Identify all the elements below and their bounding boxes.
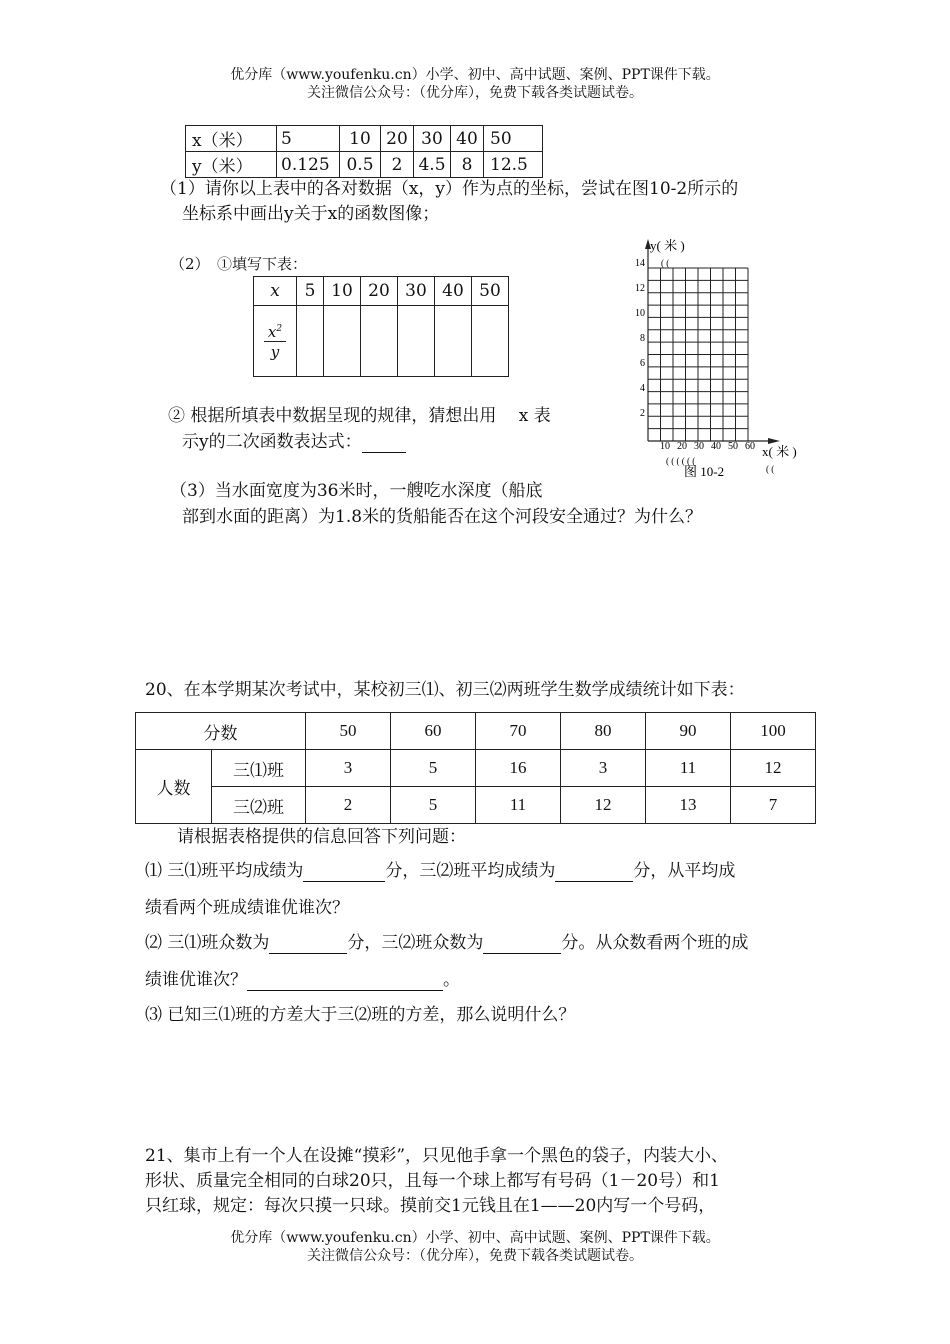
class-label: 三⑴班 xyxy=(212,750,306,787)
x-tick-label: 40 xyxy=(711,441,721,452)
xy-data-table xyxy=(185,125,543,178)
table-cell: 30 xyxy=(398,277,435,306)
table-header-cell: 100 xyxy=(731,713,816,750)
x-tick-label: 10 xyxy=(660,441,670,452)
table-cell: 5 xyxy=(391,750,476,787)
fraction-cell xyxy=(254,306,297,377)
score-header: 分数 xyxy=(136,713,306,750)
answer-cell[interactable] xyxy=(324,306,361,377)
answer-cell[interactable] xyxy=(361,306,398,377)
table-cell: 20 xyxy=(361,277,398,306)
answer-cell[interactable] xyxy=(398,306,435,377)
y-tick-label: 6 xyxy=(640,358,645,369)
table-row xyxy=(136,750,816,787)
q20-q2-text-a: ⑵ 三⑴班众数为 xyxy=(145,933,270,953)
q21-line3: 只红球，规定：每次只摸一只球。摸前交1元钱且在1——20内写一个号码， xyxy=(145,1196,716,1216)
q20-prompt: 请根据表格提供的信息回答下列问题： xyxy=(177,827,466,847)
footer-line-2: 关注微信公众号：（优分库），免费下载各类试题试卷。 xyxy=(307,1248,643,1264)
figure-caption: 图 10-2 xyxy=(684,464,725,479)
table-cell: 5 xyxy=(391,787,476,824)
fraction-denominator: y xyxy=(270,343,280,361)
footer-line-1: 优分库（www.youfenku.cn）小学、初中、高中试题、案例、PPT课件下载。 xyxy=(230,1230,720,1246)
header-line-1: 优分库（www.youfenku.cn）小学、初中、高中试题、案例、PPT课件下载。 xyxy=(230,67,720,83)
table-cell: 13 xyxy=(646,787,731,824)
table-header-cell: 90 xyxy=(646,713,731,750)
table-cell: 5 xyxy=(277,126,340,152)
table-cell: 3 xyxy=(306,750,391,787)
table-cell: 11 xyxy=(646,750,731,787)
answer-cell[interactable] xyxy=(435,306,472,377)
stray-mark: ( ( xyxy=(661,258,670,268)
answer-blank[interactable] xyxy=(483,936,561,954)
table-header-cell: 80 xyxy=(561,713,646,750)
count-header: 人数 xyxy=(136,750,212,824)
y-tick-label: 8 xyxy=(640,333,645,344)
table-cell: 40 xyxy=(435,277,472,306)
q20-q1-line1 xyxy=(145,860,735,882)
q20-q2-text-d: 绩谁优谁次？ xyxy=(145,970,247,990)
table-cell: 0.125 xyxy=(277,152,340,178)
table-cell: 16 xyxy=(476,750,561,787)
q19-part2-label: （2） ①填写下表： xyxy=(170,255,308,273)
table-header-cell: 50 xyxy=(306,713,391,750)
q20-q2-text-e: 。 xyxy=(443,970,460,990)
q19-part3-line1: （3）当水面宽度为36米时，一艘吃水深度（船底 xyxy=(170,481,543,501)
table-cell: 10 xyxy=(324,277,361,306)
x-tick-label: 60 xyxy=(745,441,755,452)
table-cell: 3 xyxy=(561,750,646,787)
answer-cell[interactable] xyxy=(472,306,509,377)
q20-q1-text-b: 分，三⑵班平均成绩为 xyxy=(385,861,556,881)
x-squared-over-y-fraction xyxy=(264,320,286,362)
score-stats-table xyxy=(135,712,816,824)
fraction-numerator: x xyxy=(267,323,277,341)
table-row xyxy=(186,126,543,152)
y-tick-label: 4 xyxy=(640,383,645,394)
class-label: 三⑵班 xyxy=(212,787,306,824)
q20-q1-text-c: 分，从平均成 xyxy=(633,861,736,881)
answer-blank[interactable] xyxy=(269,936,347,954)
q20-intro: 20、在本学期某次考试中，某校初三⑴、初三⑵两班学生数学成绩统计如下表： xyxy=(145,680,745,700)
table-cell: 11 xyxy=(476,787,561,824)
table-row xyxy=(136,787,816,824)
table-header-cell: 60 xyxy=(391,713,476,750)
table-cell: 40 xyxy=(451,126,484,152)
answer-blank[interactable] xyxy=(555,864,633,882)
table-row xyxy=(186,152,543,178)
q19-part1-line1: （1）请你以上表中的各对数据（x，y）作为点的坐标，尝试在图10-2所示的 xyxy=(160,179,739,199)
row-header-y: y（米） xyxy=(186,152,277,178)
answer-blank[interactable] xyxy=(303,864,385,882)
y-tick-label: 14 xyxy=(635,258,645,269)
table-cell: 8 xyxy=(451,152,484,178)
q20-q2-text-c: 分。从众数看两个班的成 xyxy=(561,933,749,953)
q20-q1-line2: 绩看两个班成绩谁优谁次？ xyxy=(145,898,349,918)
x-tick-label: 50 xyxy=(728,441,738,452)
table-cell: 20 xyxy=(381,126,414,152)
q21-line1: 21、集市上有一个人在设摊“摸彩”，只见他手拿一个黑色的袋子，内装大小、 xyxy=(145,1146,729,1166)
table-cell: 30 xyxy=(414,126,451,152)
table-cell: 5 xyxy=(297,277,324,306)
table-header-cell: 70 xyxy=(476,713,561,750)
table-cell: 7 xyxy=(731,787,816,824)
q19-part2b-line2-wrap xyxy=(182,431,406,453)
q20-q3: ⑶ 已知三⑴班的方差大于三⑵班的方差，那么说明什么？ xyxy=(145,1005,576,1025)
stray-mark: ( ( xyxy=(766,464,775,474)
header-line-2: 关注微信公众号：（优分库），免费下载各类试题试卷。 xyxy=(307,85,643,101)
y-tick-label: 10 xyxy=(635,308,645,319)
y-axis-label: y( 米 ) xyxy=(650,238,685,253)
fraction-exponent: 2 xyxy=(276,324,283,334)
answer-cell[interactable] xyxy=(297,306,324,377)
table-row xyxy=(254,277,509,306)
row-header-x: x（米） xyxy=(186,126,277,152)
fill-in-table xyxy=(253,276,509,377)
table-cell: 4.5 xyxy=(414,152,451,178)
answer-blank[interactable] xyxy=(362,435,406,453)
table-cell: 12.5 xyxy=(484,152,543,178)
q20-q2-text-b: 分，三⑵班众数为 xyxy=(347,933,484,953)
table-row xyxy=(136,713,816,750)
coordinate-grid-figure xyxy=(628,235,808,485)
y-tick-label: 2 xyxy=(640,408,645,419)
q20-q2-line1 xyxy=(145,932,748,954)
table-cell: 0.5 xyxy=(340,152,381,178)
q19-part3-line2: 部到水面的距离）为1.8米的货船能否在这个河段安全通过？为什么？ xyxy=(182,507,703,527)
x-tick-label: 20 xyxy=(677,441,687,452)
y-tick-label: 12 xyxy=(635,283,645,294)
table-cell: 10 xyxy=(340,126,381,152)
q19-part1-line2: 坐标系中画出y关于x的函数图像； xyxy=(182,204,440,224)
q19-part2b-line2: 示y的二次函数表达式： xyxy=(182,432,362,452)
q20-q2-line2 xyxy=(145,969,460,991)
answer-blank[interactable] xyxy=(247,973,443,991)
table-cell: 2 xyxy=(306,787,391,824)
x-tick-label: 30 xyxy=(694,441,704,452)
table-cell: 50 xyxy=(484,126,543,152)
table-row xyxy=(254,306,509,377)
q20-q1-text-a: ⑴ 三⑴班平均成绩为 xyxy=(145,861,304,881)
table-cell: 12 xyxy=(561,787,646,824)
q21-line2: 形状、质量完全相同的白球20只，且每一个球上都写有号码（1－20号）和1 xyxy=(145,1171,720,1191)
table-cell: 2 xyxy=(381,152,414,178)
table-header-x: x xyxy=(254,277,297,306)
table-cell: 12 xyxy=(731,750,816,787)
q19-part2b-line1: ② 根据所填表中数据呈现的规律，猜想出用 x 表 xyxy=(168,406,551,426)
stray-mark: ( ( ( ( ( ( xyxy=(666,456,696,466)
x-axis-label: x( 米 ) xyxy=(762,444,797,459)
table-cell: 50 xyxy=(472,277,509,306)
